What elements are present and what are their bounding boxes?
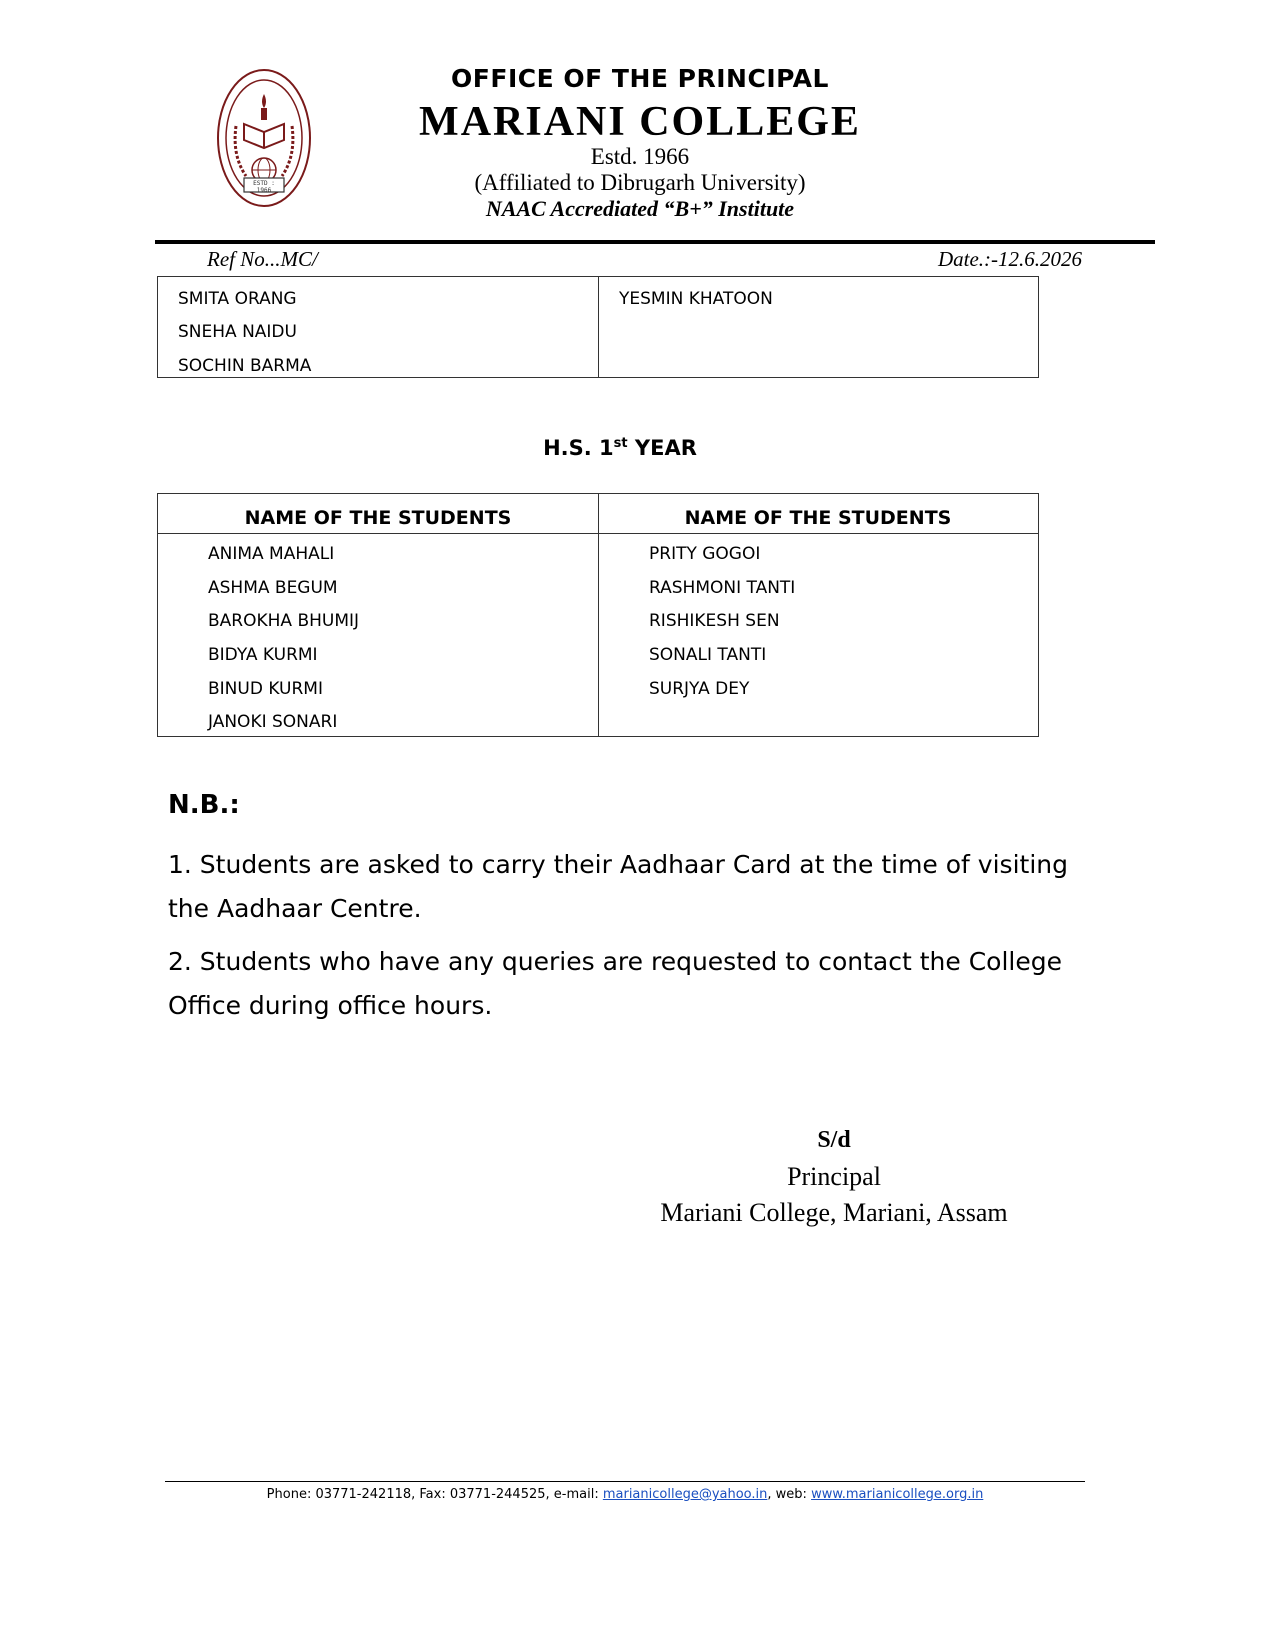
table-cell: SONALI TANTI: [649, 645, 767, 665]
nb-heading: N.B.:: [168, 790, 240, 820]
signature-place: Mariani College, Mariani, Assam: [660, 1198, 1008, 1227]
table-cell: RASHMONI TANTI: [649, 578, 796, 598]
table-cell: ASHMA BEGUM: [208, 578, 338, 598]
table-cell: RISHIKESH SEN: [649, 611, 780, 631]
seal-estd-text: ESTD : 1966: [253, 180, 275, 194]
table-cell: SNEHA NAIDU: [178, 322, 297, 342]
signature-sd: S/d: [817, 1127, 851, 1153]
table-cell: JANOKI SONARI: [208, 712, 338, 732]
header-divider: [155, 240, 1155, 244]
established-year: Estd. 1966: [590, 144, 690, 169]
naac-accreditation: NAAC Accrediated “B+” Institute: [485, 196, 795, 221]
table-cell: ANIMA MAHALI: [208, 544, 335, 564]
table-cell: SURJYA DEY: [649, 679, 750, 699]
table-cell: PRITY GOGOI: [649, 544, 761, 564]
table-cell: BIDYA KURMI: [208, 645, 318, 665]
footer-divider: [165, 1481, 1085, 1482]
nb-item-1: 1. Students are asked to carry their Aadhaar Card at the time of visiting the Aadhaar Centre.: [168, 850, 1068, 923]
document-date: Date.:-12.6.2026: [937, 247, 1082, 271]
footer-contact: Phone: 03771-242118, Fax: 03771-244525, e-mail: marianicollege@yahoo.in, web: www.marianicollege.org.in: [266, 1487, 984, 1502]
table-cell: SOCHIN BARMA: [178, 356, 312, 376]
table-cell: BINUD KURMI: [208, 679, 323, 699]
table-cell: YESMIN KHATOON: [619, 289, 773, 309]
column-header: NAME OF THE STUDENTS: [684, 507, 952, 529]
reference-number: Ref No...MC/: [207, 247, 318, 271]
continued-names-table: [157, 276, 1039, 378]
college-name: MARIANI COLLEGE: [419, 99, 861, 145]
nb-item-2: 2. Students who have any queries are requested to contact the College Office during office hours.: [168, 947, 1062, 1020]
email-link[interactable]: marianicollege@yahoo.in: [602, 1487, 768, 1502]
hs-first-year-table: [157, 493, 1039, 737]
table-cell: SMITA ORANG: [178, 289, 297, 309]
office-title: OFFICE OF THE PRINCIPAL: [451, 64, 829, 93]
column-header: NAME OF THE STUDENTS: [244, 507, 512, 529]
signature-title: Principal: [787, 1162, 881, 1191]
website-link[interactable]: www.marianicollege.org.in: [811, 1487, 984, 1502]
table-cell: BAROKHA BHUMIJ: [208, 611, 360, 631]
section-title: H.S. 1st YEAR: [543, 436, 697, 460]
affiliation: (Affiliated to Dibrugarh University): [474, 170, 806, 195]
